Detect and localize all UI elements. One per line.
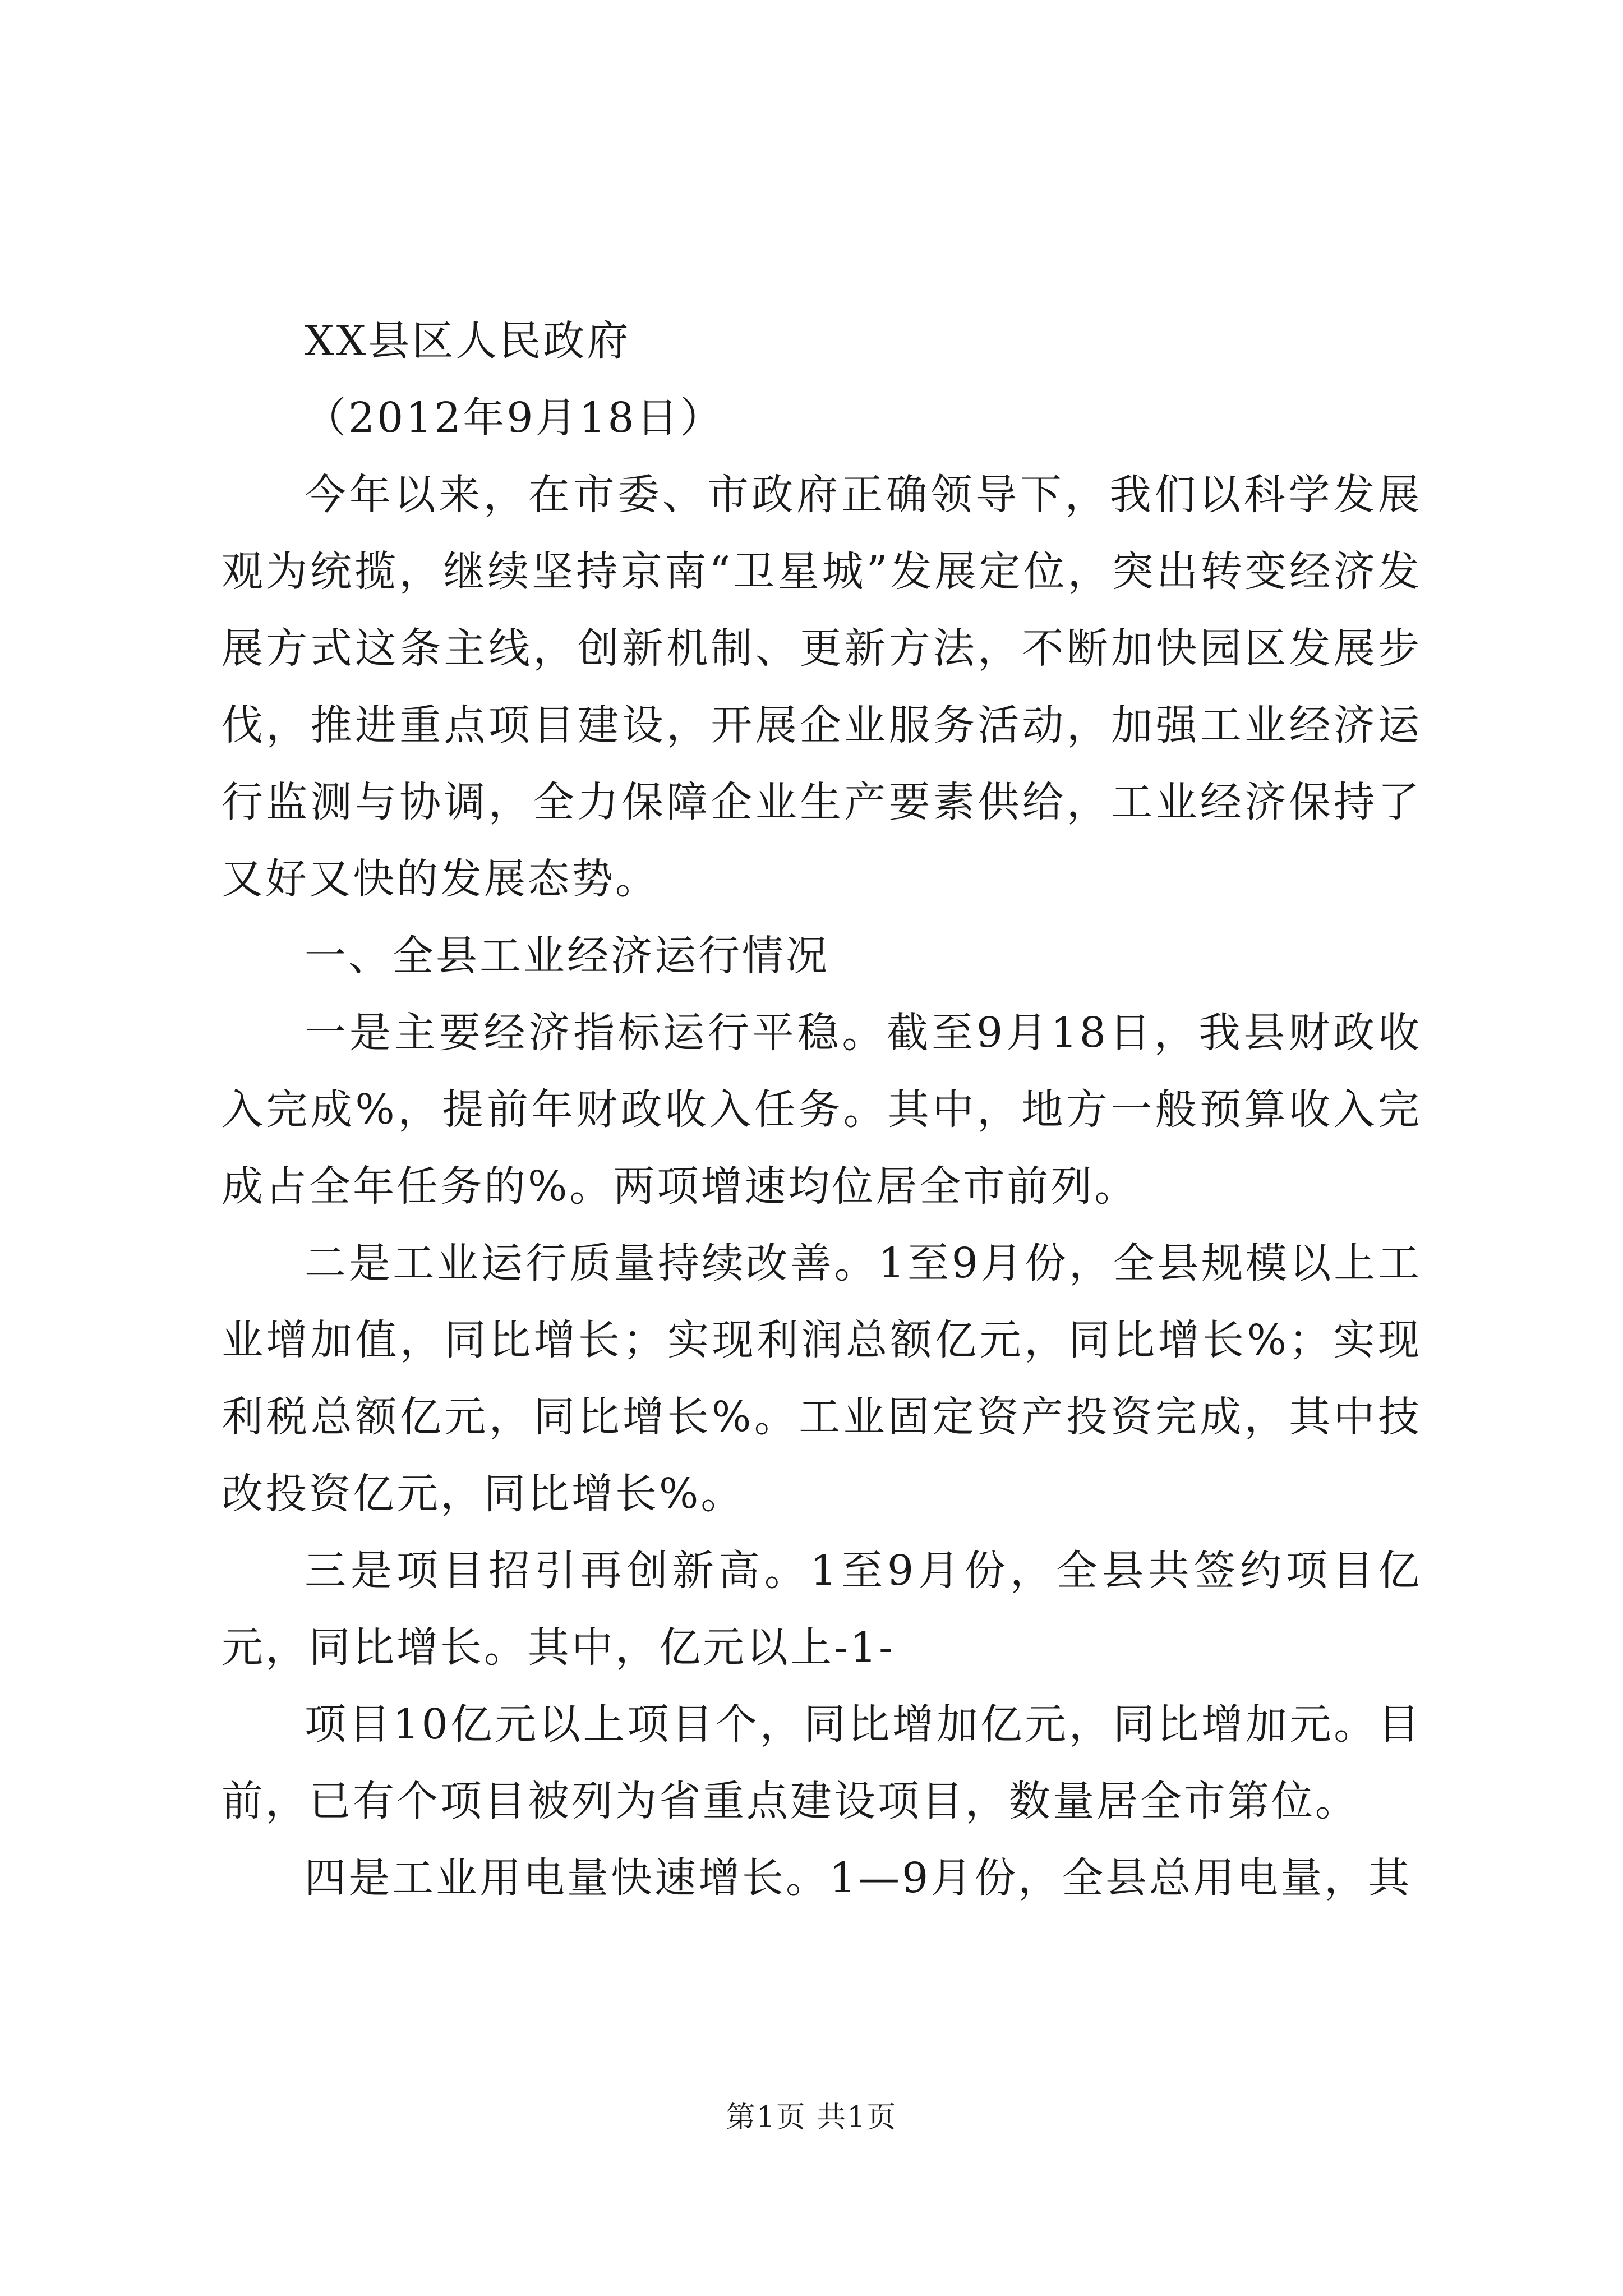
paragraph-projects-continued: 项目10亿元以上项目个，同比增加亿元，同比增加元。目前，已有个项目被列为省重点建设项目，数量居全市第位。 xyxy=(222,1700,1422,1825)
document-body xyxy=(222,303,1422,1917)
paragraph-projects: 三是项目招引再创新高。1至9月份，全县共签约项目亿元，同比增长。其中，亿元以上-1- xyxy=(222,1547,1422,1672)
issuer-line: XX县区人民政府 xyxy=(305,317,631,365)
page-footer: 第1页 共1页 xyxy=(726,2101,897,2134)
paragraph-quality: 二是工业运行质量持续改善。1至9月份，全县规模以上工业增加值，同比增长；实现利润总额亿元，同比增长%；实现利税总额亿元，同比增长%。工业固定资产投资完成，其中技改投资亿元，同比增长%。 xyxy=(222,1239,1422,1518)
section-heading: 一、全县工业经济运行情况 xyxy=(305,932,829,980)
date-line: （2012年9月18日） xyxy=(305,394,724,442)
paragraph-indicators: 一是主要经济指标运行平稳。截至9月18日，我县财政收入完成%，提前年财政收入任务。其中，地方一般预算收入完成占全年任务的%。两项增速均位居全市前列。 xyxy=(222,1009,1422,1211)
paragraph-intro: 今年以来，在市委、市政府正确领导下，我们以科学发展观为统揽，继续坚持京南“卫星城”发展定位，突出转变经济发展方式这条主线，创新机制、更新方法，不断加快园区发展步伐，推进重点项目建设，开展企业服务活动，加强工业经济运行监测与协调，全力保障企业生产要素供给，工业经济保持了又好又快的发展态势。 xyxy=(222,471,1422,903)
paragraph-electricity: 四是工业用电量快速增长。1—9月份，全县总用电量，其 xyxy=(305,1854,1412,1902)
